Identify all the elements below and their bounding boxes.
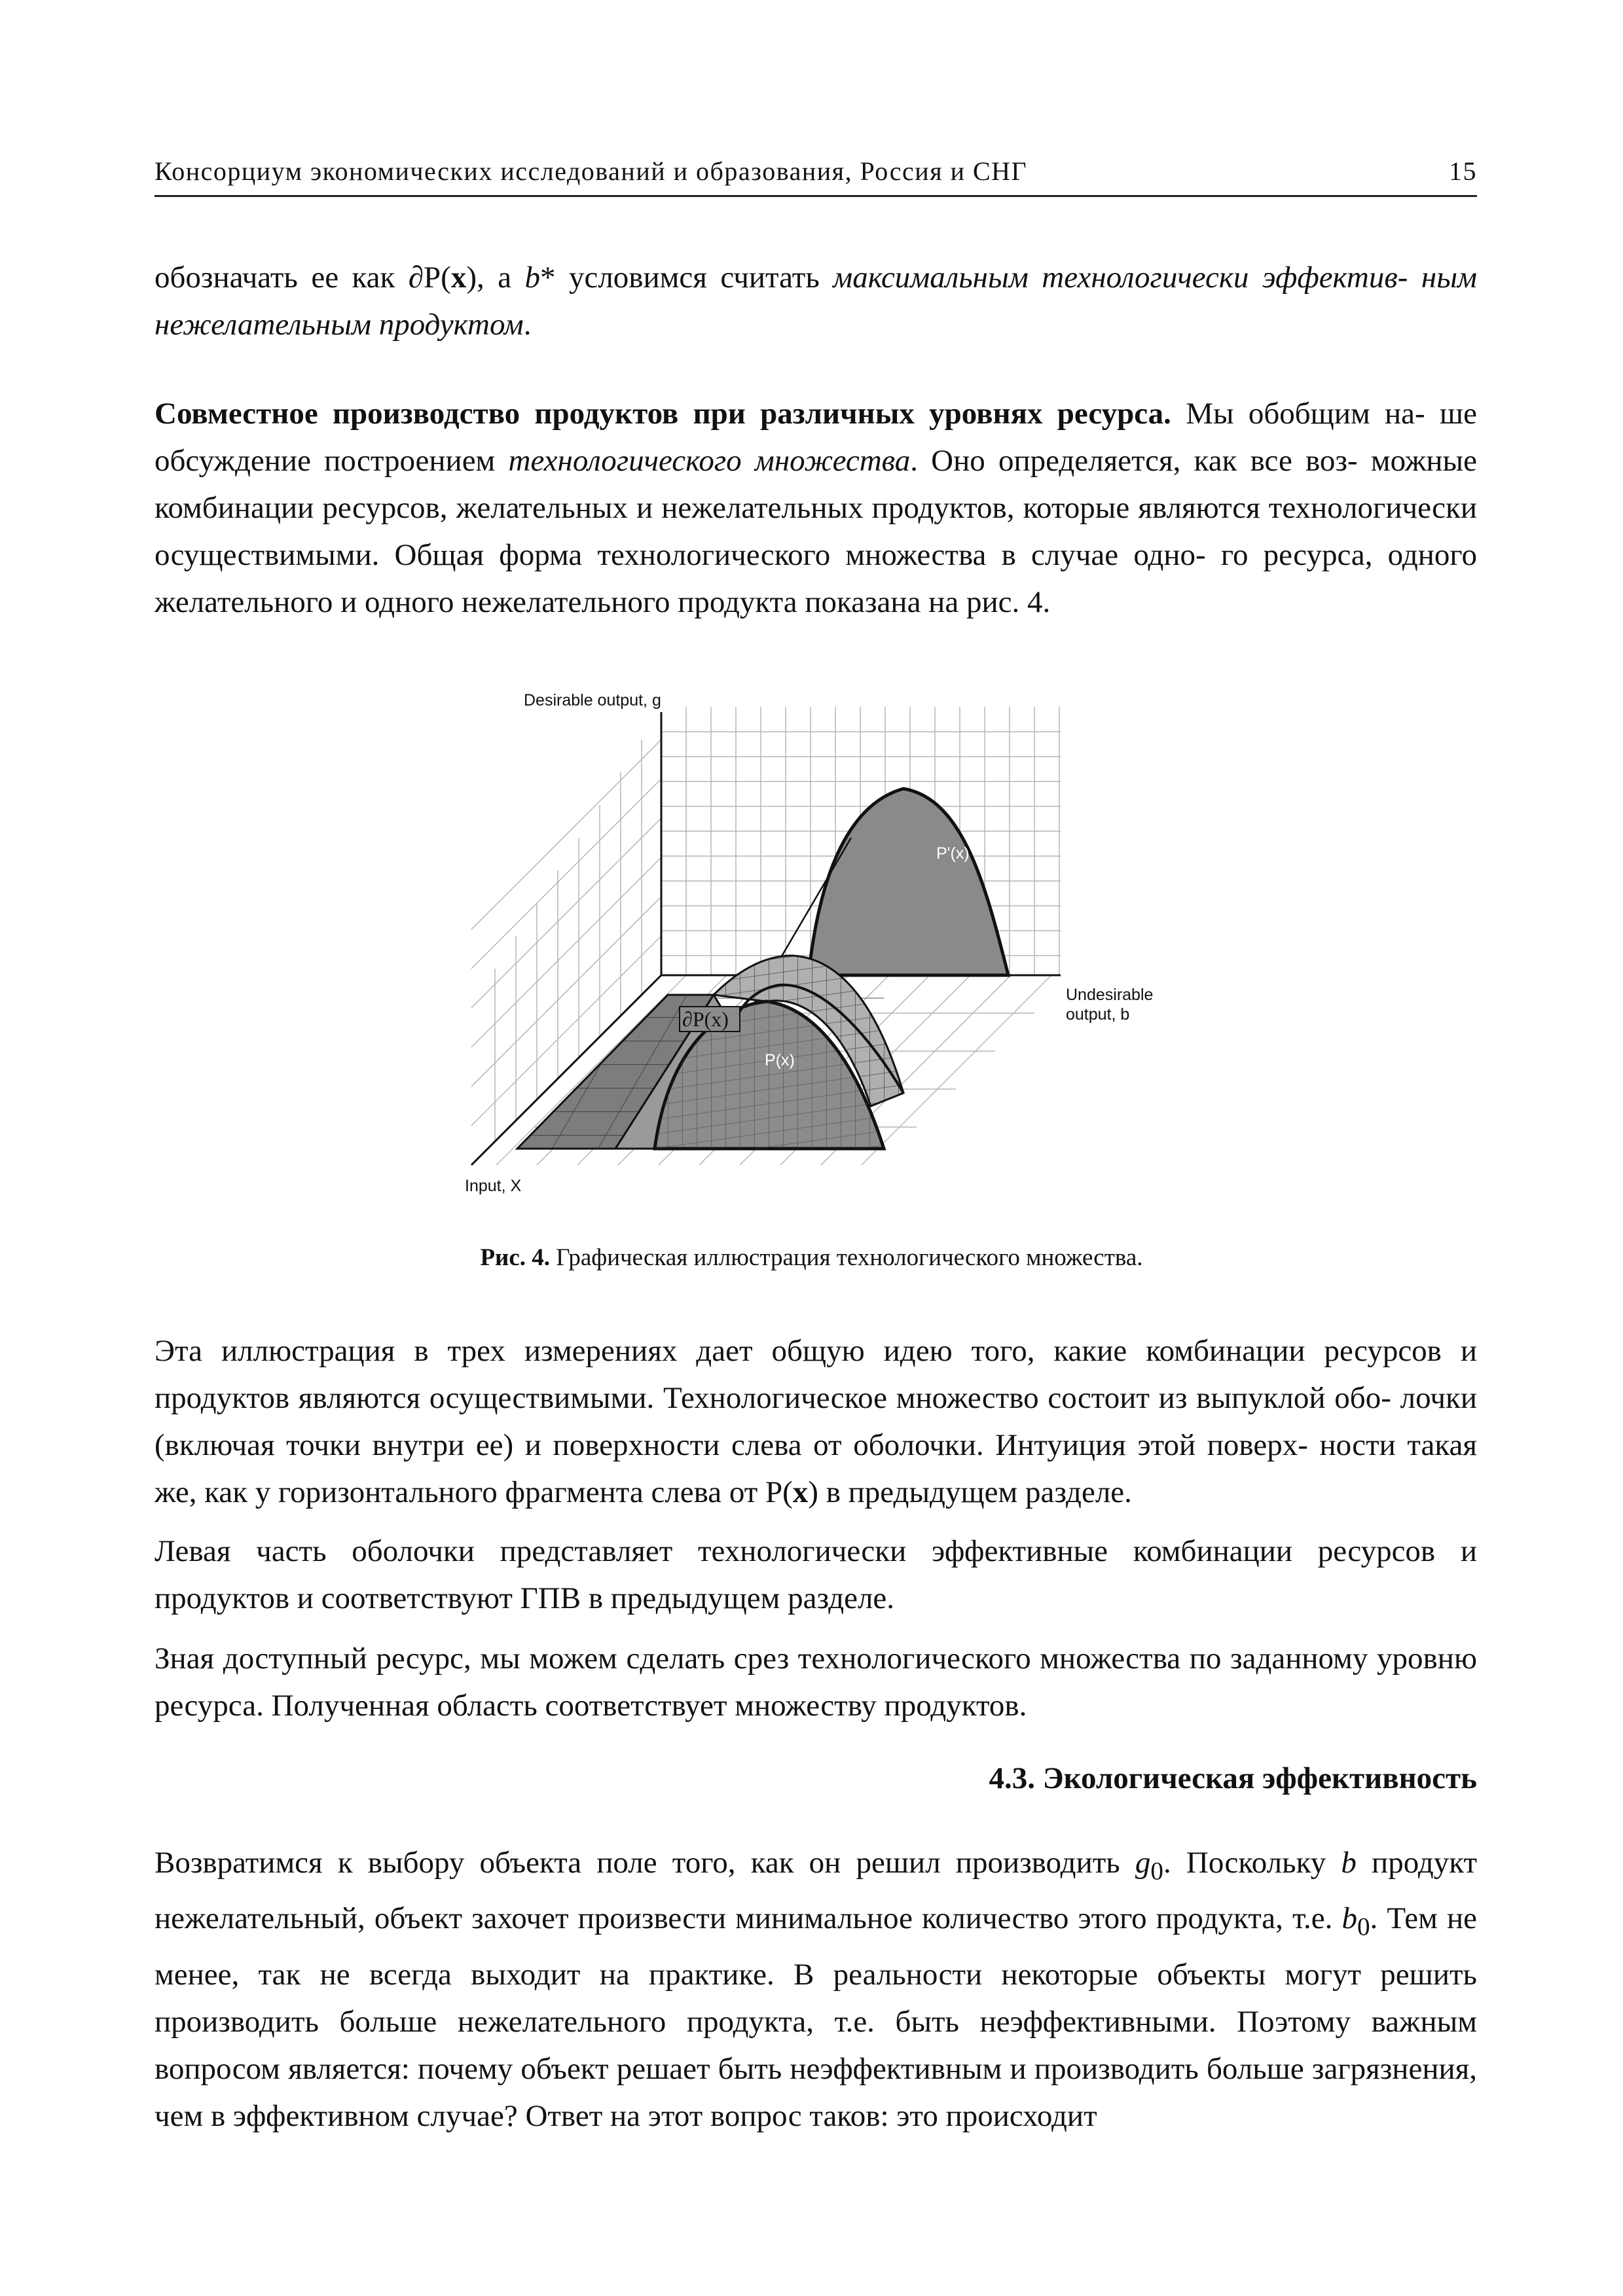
y-axis-label: Desirable output, g [524, 691, 661, 709]
caption-text: Графическая иллюстрация технологического множества. [550, 1244, 1143, 1271]
p2-emphasis: технологического множества [508, 444, 911, 478]
paragraph-5 [155, 1635, 1477, 1729]
p2-bold-lead: Совместное производство продуктов при различных уровнях ресурса. [155, 397, 1171, 431]
p3-text2: ) в предыдущем разделе. [808, 1475, 1132, 1509]
label-boundary: ∂P(x) [682, 1007, 729, 1031]
paragraph-6 [155, 1839, 1477, 2140]
p4-text: Левая часть оболочки представляет технологически эффективные комбинации ресурсов и продуктов и соответствуют ГПВ в предыдущем разделе. [155, 1534, 1477, 1615]
input-axis-label: Input, X [465, 1177, 522, 1195]
p1-text3: * условимся считать [540, 260, 833, 295]
p1-emphasis: максимальным технологически эффектив- ным нежелательным продуктом [155, 260, 1478, 342]
p5-text: Зная доступный ресурс, мы можем сделать срез технологического множества по заданному уровню ресурса. Полученная область соответствует множеству продуктов. [155, 1641, 1477, 1723]
p1-text4: . [523, 308, 532, 342]
p6-text3: продукт нежелательный, объект захочет произвести минимальное количество этого продукта, т.е. [155, 1846, 1478, 1936]
p6-text: Возвратимся к выбору объекта поле того, как он решил производить [155, 1846, 1135, 1880]
p3-x: x [792, 1475, 809, 1509]
section-heading: 4.3. Экологическая эффективность [989, 1761, 1477, 1795]
page-header [155, 154, 1477, 197]
p2-text2: . Оно определяется, как все воз- можные комбинации ресурсов, желательных и нежелательных продуктов, которые являются технологически осуществимыми. Общая форма технологического множества в случае одно- го ресурса, одного желательного и одного нежелательного продукта показана на рис. 4. [155, 444, 1477, 619]
label-p: P(x) [765, 1051, 795, 1069]
p2-text: Мы обобщим на- ше обсуждение построением [155, 397, 1477, 478]
p6-b2-sub: 0 [1357, 1912, 1370, 1941]
paragraph-4 [155, 1528, 1477, 1622]
p6-g-sub: 0 [1150, 1857, 1163, 1886]
p1-text2: ), а [466, 260, 525, 295]
paragraph-1 [155, 254, 1477, 348]
p-prime-region [809, 789, 1008, 975]
paragraph-3 [155, 1327, 1477, 1516]
p3-text: Эта иллюстрация в трех измерениях дает общую идею того, какие комбинации ресурсов и продуктов являются осуществимыми. Технологическое множество состоит из выпуклой обо- лочки (включая точки внутри ее) и поверхности слева от оболочки. Интуиция этой поверх- ности такая же, как у горизонтального фрагмента слева от P( [155, 1334, 1477, 1509]
technology-set-diagram [452, 687, 1178, 1230]
caption-label: Рис. 4. [480, 1244, 551, 1271]
header-title: Консорциум экономических исследований и образования, Россия и СНГ [155, 156, 1028, 186]
figure-4 [452, 687, 1178, 1230]
x-axis-label-line2: output, b [1066, 1005, 1130, 1024]
p1-x: x [450, 260, 467, 295]
p6-g: g [1135, 1846, 1151, 1880]
figure-caption [0, 1244, 1623, 1272]
paragraph-2 [155, 390, 1477, 626]
p6-b2: b [1341, 1901, 1357, 1936]
p6-text4: . Тем не менее, так не всегда выходит на практике. В реальности некоторые объекты могут решить производить больше нежелательного продукта, т.е. быть неэффективными. Поэтому важным вопросом является: почему объект решает быть неэффективным и производить больше загрязнения, чем в эффективном случае? Ответ на этот вопрос таков: это происходит [155, 1901, 1477, 2133]
label-p-prime: P'(x) [936, 844, 970, 863]
page-number: 15 [1449, 156, 1477, 186]
p1-b: b [524, 260, 541, 295]
x-axis-label-line1: Undesirable [1066, 986, 1154, 1004]
p1-text: обозначать ее как ∂P( [155, 260, 451, 295]
p6-text2: . Поскольку [1163, 1846, 1341, 1880]
p6-b: b [1341, 1846, 1357, 1880]
